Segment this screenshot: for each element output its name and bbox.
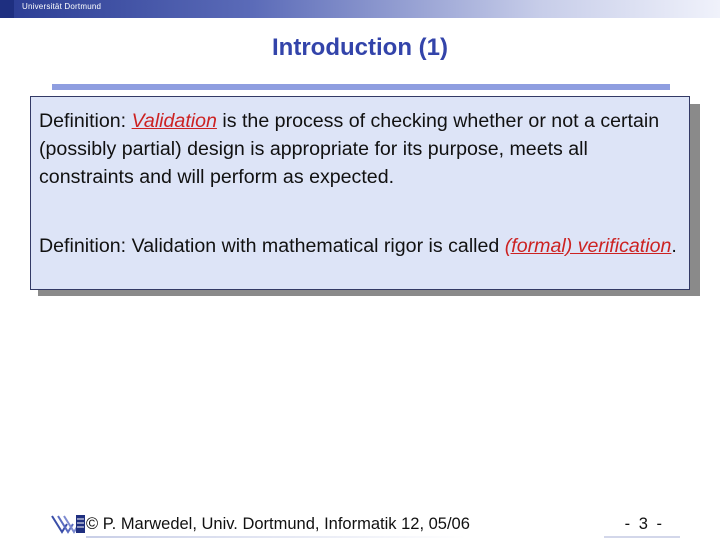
page-number-rule: [604, 536, 680, 538]
title-underline: [52, 84, 670, 90]
term-formal-verification: (formal) verification: [504, 235, 672, 257]
definition-box: [30, 96, 690, 290]
university-label: Universität Dortmund: [22, 2, 102, 11]
definition-label: Definition:: [39, 235, 127, 257]
page-number: - 3 -: [624, 515, 664, 533]
footer-text: P. Marwedel, Univ. Dortmund, Informatik 12, 05/06: [102, 515, 470, 533]
definition-validation: [39, 107, 683, 191]
footer-rule: [86, 536, 466, 538]
footer-credit: [86, 515, 470, 534]
definition-label: Definition:: [39, 110, 127, 132]
definition-text: is the process of checking whether or not a certain (possibly partial) design is appropriate for its purpose, meets all constraints and will perform as expected.: [39, 110, 660, 188]
header-band: [0, 0, 720, 18]
term-validation: Validation: [131, 110, 217, 132]
copyright-symbol: ©: [86, 515, 99, 533]
page-title: Introduction (1): [272, 34, 448, 61]
header-band-accent: [0, 0, 14, 18]
definition-text: Validation with mathematical rigor is called: [131, 235, 500, 257]
definition-verification: [39, 232, 683, 260]
university-logo-icon: [50, 512, 86, 536]
definition-end: .: [671, 235, 677, 257]
